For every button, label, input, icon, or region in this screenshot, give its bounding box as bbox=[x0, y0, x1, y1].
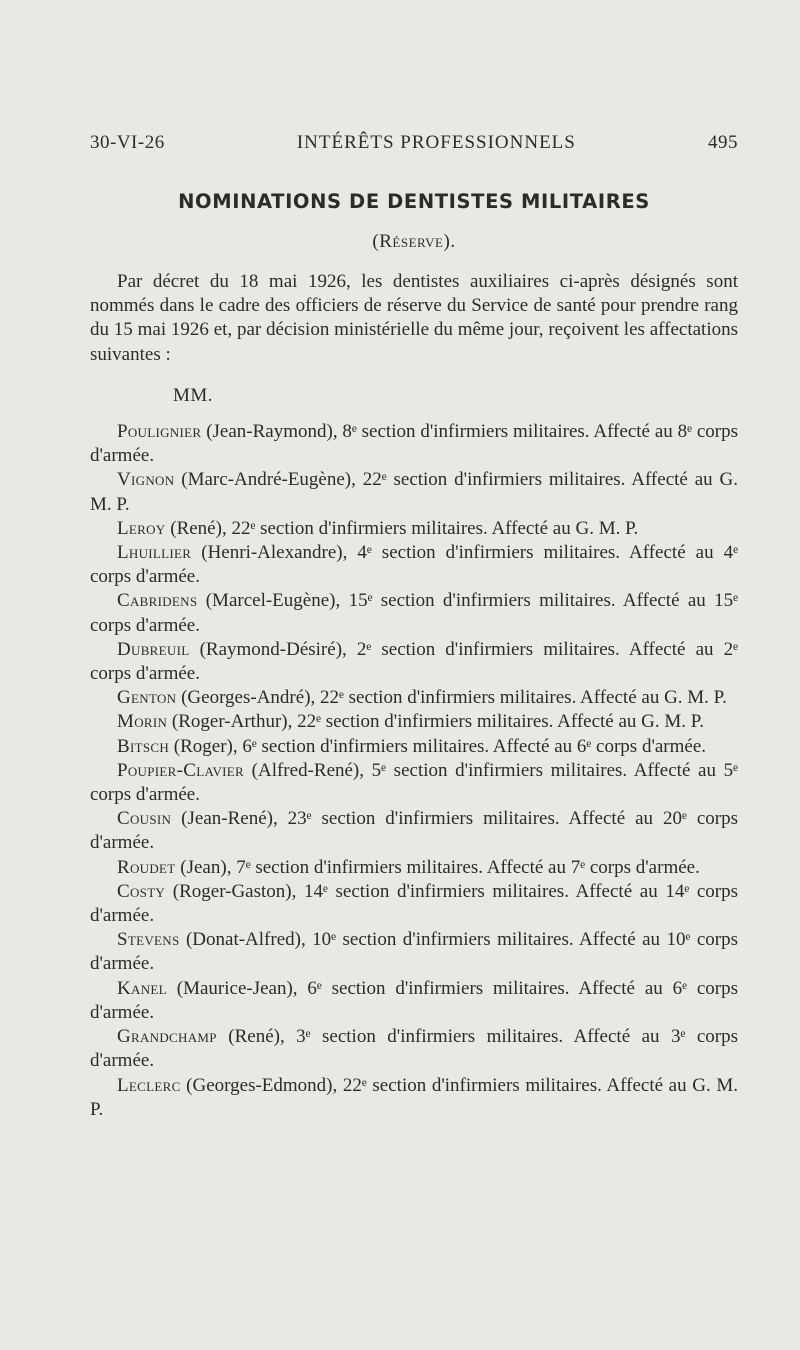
entry-details: (Marc-André-Eugène), 22ᵉ section d'infirmiers militaires. Affecté au G. M. P. bbox=[90, 469, 738, 515]
entry-surname: Costy bbox=[117, 880, 166, 902]
entry-surname: Cousin bbox=[117, 808, 172, 830]
nomination-entry bbox=[90, 856, 738, 880]
entry-details: (Jean-Raymond), 8ᵉ section d'infirmiers militaires. Affecté au 8ᵉ corps d'armée. bbox=[90, 421, 738, 467]
entry-details: (Jean-René), 23ᵉ section d'infirmiers militaires. Affecté au 20ᵉ corps d'armée. bbox=[90, 808, 738, 854]
header-section: INTÉRÊTS PROFESSIONNELS bbox=[296, 132, 576, 153]
page-number: 495 bbox=[707, 132, 738, 153]
nomination-entry bbox=[90, 468, 738, 516]
entry-details: (Alfred-René), 5ᵉ section d'infirmiers militaires. Affecté au 5ᵉ corps d'armée. bbox=[90, 759, 738, 806]
entry-surname: Lhuillier bbox=[117, 542, 192, 564]
entry-details: (Roger-Gaston), 14ᵉ section d'infirmiers militaires. Affecté au 14ᵉ corps d'armée. bbox=[90, 880, 738, 927]
entry-surname: Leroy bbox=[117, 517, 166, 539]
entry-details: (Raymond-Désiré), 2ᵉ section d'infirmiers militaires. Affecté au 2ᵉ corps d'armée. bbox=[90, 638, 738, 685]
entry-surname: Roudet bbox=[117, 856, 176, 878]
entry-details: (Maurice-Jean), 6ᵉ section d'infirmiers militaires. Affecté au 6ᵉ corps d'armée. bbox=[90, 977, 738, 1023]
entry-details: (René), 22ᵉ section d'infirmiers militaires. Affecté au G. M. P. bbox=[165, 517, 639, 539]
entry-surname: Leclerc bbox=[117, 1074, 181, 1096]
entry-surname: Poupier-Clavier bbox=[117, 759, 244, 781]
entry-surname: Genton bbox=[117, 687, 177, 709]
article-subtitle bbox=[90, 231, 738, 253]
entry-details: (Roger-Arthur), 22ᵉ section d'infirmiers militaires. Affecté au G. M. P. bbox=[167, 711, 704, 733]
nomination-list bbox=[90, 420, 738, 1122]
entry-surname: Vignon bbox=[117, 469, 175, 491]
nomination-entry bbox=[90, 977, 738, 1025]
entry-surname: Poulignier bbox=[117, 421, 202, 443]
nomination-entry bbox=[90, 759, 738, 807]
entry-surname: Grandchamp bbox=[117, 1026, 217, 1048]
article-body bbox=[90, 270, 738, 1122]
entry-details: (Marcel-Eugène), 15ᵉ section d'infirmiers militaires. Affecté au 15ᵉ corps d'armée. bbox=[90, 590, 738, 636]
entry-details: (René), 3ᵉ section d'infirmiers militaires. Affecté au 3ᵉ corps d'armée. bbox=[90, 1026, 738, 1072]
header-date: 30-VI-26 bbox=[90, 132, 165, 153]
nomination-entry bbox=[90, 420, 738, 468]
nomination-entry bbox=[90, 638, 738, 686]
subtitle-text: (Réserve). bbox=[372, 231, 456, 252]
entry-details: (Georges-Edmond), 22ᵉ section d'infirmiers militaires. Affecté au G. M. P. bbox=[90, 1074, 738, 1120]
article-title: NOMINATIONS DE DENTISTES MILITAIRES bbox=[178, 190, 650, 213]
entry-details: (Donat-Alfred), 10ᵉ section d'infirmiers militaires. Affecté au 10ᵉ corps d'armée. bbox=[90, 929, 738, 975]
nomination-entry bbox=[90, 928, 738, 976]
nomination-entry bbox=[90, 541, 738, 589]
nomination-entry bbox=[90, 1025, 738, 1073]
entry-surname: Cabridens bbox=[117, 590, 198, 612]
nomination-entry bbox=[90, 589, 738, 637]
entry-details: (Roger), 6ᵉ section d'infirmiers militaires. Affecté au 6ᵉ corps d'armée. bbox=[169, 735, 707, 757]
entry-surname: Morin bbox=[117, 711, 168, 733]
entry-surname: Dubreuil bbox=[117, 638, 190, 660]
entry-surname: Kanel bbox=[117, 977, 167, 999]
entry-details: (Georges-André), 22ᵉ section d'infirmiers militaires. Affecté au G. M. P. bbox=[176, 687, 727, 709]
entry-surname: Bitsch bbox=[117, 735, 170, 757]
entry-surname: Stevens bbox=[117, 929, 180, 951]
running-header bbox=[90, 132, 738, 154]
nomination-entry bbox=[90, 1074, 738, 1122]
nomination-entry bbox=[90, 880, 738, 928]
nomination-entry bbox=[90, 686, 738, 710]
entry-details: (Jean), 7ᵉ section d'infirmiers militaires. Affecté au 7ᵉ corps d'armée. bbox=[175, 856, 700, 878]
nomination-entry bbox=[90, 735, 738, 759]
salutation: MM. bbox=[173, 384, 214, 406]
nomination-entry bbox=[90, 710, 738, 734]
entry-details: (Henri-Alexandre), 4ᵉ section d'infirmiers militaires. Affecté au 4ᵉ corps d'armée. bbox=[90, 542, 738, 588]
nomination-entry bbox=[90, 517, 738, 541]
nomination-entry bbox=[90, 807, 738, 855]
intro-paragraph: Par décret du 18 mai 1926, les dentistes auxiliaires ci-après désignés sont nommés dans le cadre des officiers de réserve du Service de santé pour prendre rang du 15 mai 1926 et, par décision ministérielle du même jour, reçoivent les affectations suivantes : bbox=[90, 271, 738, 365]
